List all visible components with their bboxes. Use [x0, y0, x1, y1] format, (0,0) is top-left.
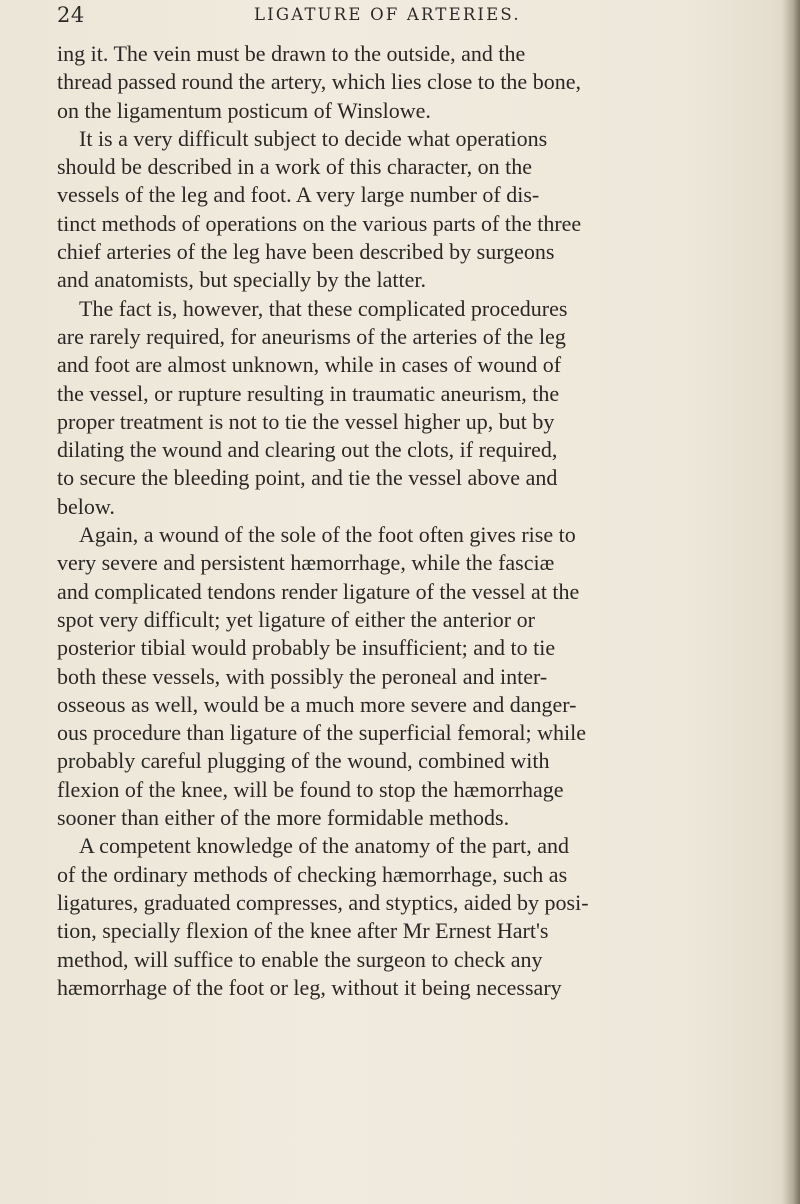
text-line: chief arteries of the leg have been described by surgeons	[57, 239, 555, 265]
text-line: flexion of the knee, will be found to stop the hæmorrhage	[57, 776, 564, 802]
text-line: of the ordinary methods of checking hæmorrhage, such as	[57, 861, 568, 887]
text-line: should be described in a work of this character, on the	[57, 154, 533, 180]
text-line: spot very difficult; yet ligature of either the anterior or	[57, 606, 535, 632]
text-line: ous procedure than ligature of the superficial femoral; while	[57, 720, 587, 746]
text-line: dilating the wound and clearing out the clots, if required,	[57, 437, 558, 463]
text-line: on the ligamentum posticum of Winslowe.	[57, 97, 431, 123]
body-text	[57, 40, 767, 1002]
text-line: A competent knowledge of the anatomy of the part, and	[79, 833, 569, 859]
text-line: Again, a wound of the sole of the foot often gives rise to	[79, 522, 576, 548]
text-line: and foot are almost unknown, while in cases of wound of	[57, 352, 562, 378]
page-edge-shadow	[782, 0, 800, 1204]
text-line: to secure the bleeding point, and tie the vessel above and	[57, 465, 558, 491]
text-line: and complicated tendons render ligature of the vessel at the	[57, 578, 580, 604]
text-line: hæmorrhage of the foot or leg, without it being necessary	[57, 974, 562, 1000]
page-number: 24	[57, 3, 85, 27]
text-line: both these vessels, with possibly the peroneal and inter-	[57, 663, 548, 689]
text-line: It is a very difficult subject to decide what operations	[79, 125, 548, 151]
text-line: The fact is, however, that these complicated procedures	[79, 295, 568, 321]
running-title: LIGATURE OF ARTERIES.	[254, 5, 521, 24]
text-line: and anatomists, but specially by the latter.	[57, 267, 427, 293]
text-line: below.	[57, 493, 115, 519]
text-line: thread passed round the artery, which lies close to the bone,	[57, 69, 581, 95]
text-line: are rarely required, for aneurisms of the arteries of the leg	[57, 323, 566, 349]
text-line: method, will suffice to enable the surgeon to check any	[57, 946, 543, 972]
text-line: ligatures, graduated compresses, and styptics, aided by posi-	[57, 889, 589, 915]
text-line: very severe and persistent hæmorrhage, while the fasciæ	[57, 550, 555, 576]
running-head	[57, 3, 747, 31]
text-line: vessels of the leg and foot. A very large number of dis-	[57, 182, 540, 208]
text-line: tinct methods of operations on the various parts of the three	[57, 210, 582, 236]
text-line: the vessel, or rupture resulting in traumatic aneurism, the	[57, 380, 560, 406]
text-line: posterior tibial would probably be insufficient; and to tie	[57, 635, 556, 661]
text-line: tion, specially flexion of the knee after Mr Ernest Hart's	[57, 918, 549, 944]
text-line: probably careful plugging of the wound, combined with	[57, 748, 550, 774]
text-line: ing it. The vein must be drawn to the outside, and the	[57, 41, 526, 66]
text-line: proper treatment is not to tie the vessel higher up, but by	[57, 408, 555, 434]
text-line: sooner than either of the more formidable methods.	[57, 805, 510, 831]
text-line: osseous as well, would be a much more severe and danger-	[57, 691, 577, 717]
